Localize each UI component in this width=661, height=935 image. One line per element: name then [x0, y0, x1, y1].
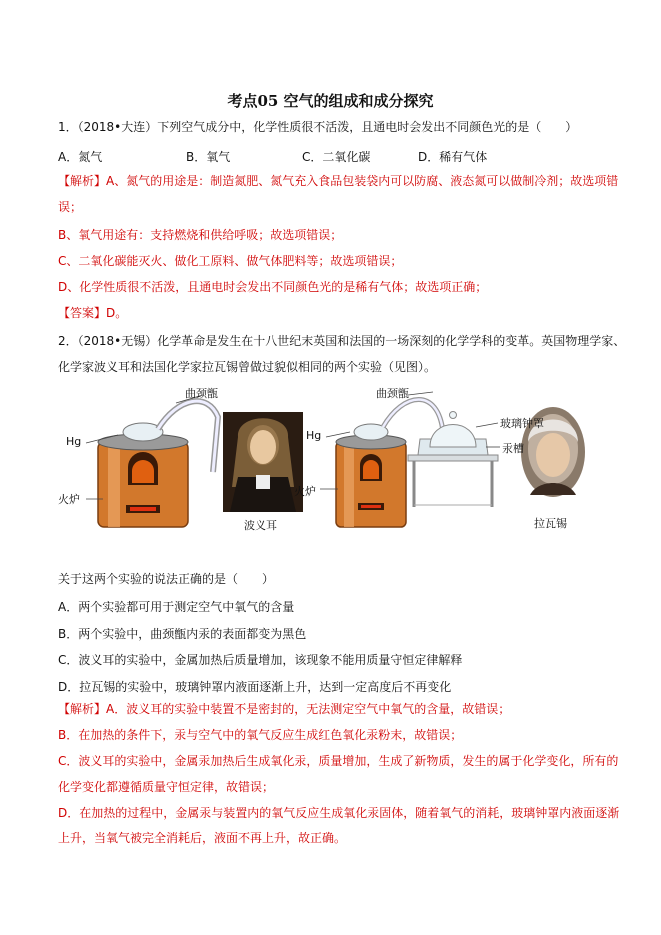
label-mercury-trough: 汞槽: [502, 442, 524, 455]
label-retort-left: 曲颈甑: [185, 387, 218, 400]
label-furnace-right: 火炉: [294, 485, 316, 498]
experiment-figure: [58, 387, 603, 537]
q2-analysis-line: 【解析】A．波义耳的实验中装置不是密封的，无法测定空气中氧气的含量，故错误；: [58, 702, 511, 716]
label-furnace-left: 火炉: [58, 493, 80, 506]
q1-answer: 【答案】D。: [58, 306, 128, 320]
q1-analysis-line: 误；: [58, 200, 83, 214]
q1-option-c: C．二氧化碳: [302, 150, 371, 164]
label-lavoisier: 拉瓦锡: [534, 517, 567, 530]
boyle-portrait: [223, 412, 303, 512]
q2-option-b: B．两个实验中，曲颈甑内汞的表面都变为黑色: [58, 627, 307, 641]
q1-option-d: D．稀有气体: [418, 150, 488, 164]
label-hg-left: Hg: [66, 435, 82, 448]
q2-analysis-line: B．在加热的条件下，汞与空气中的氧气反应生成红色氧化汞粉末，故错误；: [58, 728, 463, 742]
page-title: 考点05 空气的组成和成分探究: [227, 92, 434, 110]
q2-question: 关于这两个实验的说法正确的是（ ）: [58, 572, 275, 586]
label-bell-jar: 玻璃钟罩: [500, 417, 544, 430]
q2-option-c: C．波义耳的实验中，金属加热后质量增加，该现象不能用质量守恒定律解释: [58, 653, 463, 667]
q2-stem-line: 2．（2018•无锡）化学革命是发生在十八世纪末英国和法国的一场深刻的化学学科的变革。英国物理学家、: [58, 334, 626, 348]
experiment-illustration: [58, 387, 603, 537]
q1-analysis-line: D、化学性质很不活泼，且通电时会发出不同颜色光的是稀有气体；故选项正确；: [58, 280, 488, 294]
q1-analysis-line: B、氧气用途有：支持燃烧和供给呼吸；故选项错误；: [58, 228, 343, 242]
q1-analysis-line: C、二氧化碳能灭火、做化工原料、做气体肥料等；故选项错误；: [58, 254, 403, 268]
q1-stem: 1．（2018•大连）下列空气成分中，化学性质很不活泼，且通电时会发出不同颜色光的是（ ）: [58, 120, 578, 134]
q2-analysis-line: 上升，当氧气被完全消耗后，液面不再上升，故正确。: [58, 831, 347, 845]
q2-option-d: D．拉瓦锡的实验中，玻璃钟罩内液面逐渐上升，达到一定高度后不再变化: [58, 680, 452, 694]
q2-analysis-line: C．波义耳的实验中，金属汞加热后生成氧化汞，质量增加，生成了新物质，发生的属于化学变化，所有的: [58, 754, 619, 768]
label-boyle: 波义耳: [244, 519, 277, 532]
q2-option-a: A．两个实验都可用于测定空气中氧气的含量: [58, 600, 295, 614]
q2-analysis-line: D．在加热的过程中，金属汞与装置内的氧气反应生成氧化汞固体，随着氧气的消耗，玻璃钟罩内液面逐渐: [58, 806, 620, 820]
q1-option-a: A．氮气: [58, 150, 103, 164]
q1-analysis-line: 【解析】A、氮气的用途是：制造氮肥、氮气充入食品包装袋内可以防腐、液态氮可以做制冷剂；故选项错: [58, 174, 619, 188]
label-hg-right: Hg: [306, 429, 322, 442]
q2-stem-line: 化学家波义耳和法国化学家拉瓦锡曾做过貌似相同的两个实验（见图）。: [58, 360, 437, 374]
bell-jar-apparatus: [408, 412, 500, 508]
q2-analysis-line: 化学变化都遵循质量守恒定律，故错误；: [58, 780, 275, 794]
label-retort-right: 曲颈甑: [376, 387, 409, 400]
left-furnace-image: [86, 395, 218, 527]
q1-option-b: B．氧气: [186, 150, 231, 164]
